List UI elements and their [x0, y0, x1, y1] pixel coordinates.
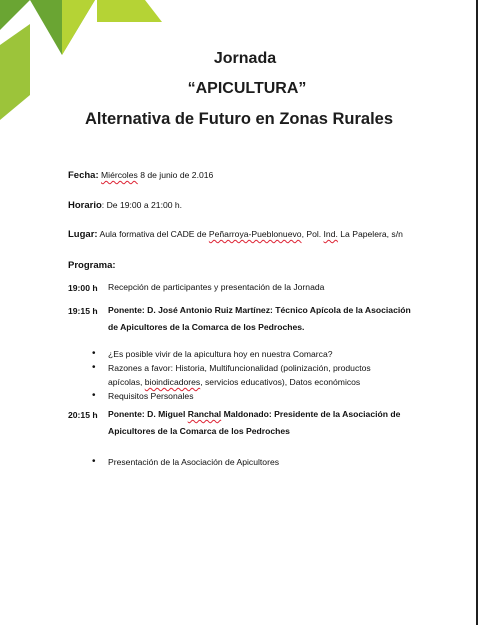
fecha-day: Miércoles	[101, 170, 138, 180]
item3-bullets	[92, 455, 279, 469]
item1-text: Recepción de participantes y presentación de la Jornada	[108, 282, 325, 292]
time-2015: 20:15 h	[68, 410, 98, 420]
lugar-ind: Ind.	[323, 229, 338, 239]
lugar-post: La Papelera, s/n	[340, 229, 403, 239]
time-1900: 19:00 h	[68, 283, 98, 293]
list-item: • Requisitos Personales	[92, 389, 371, 403]
horario-separator: :	[101, 200, 105, 210]
list-item	[92, 361, 371, 389]
title-subtitle: Alternativa de Futuro en Zonas Rurales	[84, 110, 394, 128]
lugar-line	[68, 229, 403, 240]
lugar-mid: , Pol.	[301, 229, 322, 239]
item2-speaker	[108, 302, 418, 336]
bullet2-cont-underlined: bioindicadores	[144, 377, 201, 387]
item3-line2: Apicultores de la Comarca de los Pedroches	[108, 426, 290, 436]
item3-line1-underlined: Ranchal	[187, 409, 222, 419]
bullet2-text: Razones a favor: Historia, Multifuncionalidad (polinización, productos	[108, 363, 371, 373]
item2-line1: Ponente: D. José Antonio Ruiz Martínez: Técnico Apícola de la Asociación	[108, 305, 411, 315]
list-item: • ¿Es posible vivir de la apicultura hoy en nuestra Comarca?	[92, 347, 371, 361]
fecha-date: 8 de junio de 2.016	[140, 170, 214, 180]
horario-line	[68, 200, 182, 211]
horario-label: Horario	[68, 200, 102, 211]
item3-line1-pre: Ponente: D. Miguel	[108, 409, 186, 419]
fecha-label: Fecha:	[68, 170, 99, 181]
lugar-town: Peñarroya-Pueblonuevo	[208, 229, 302, 239]
list-item: • Presentación de la Asociación de Apicultores	[92, 455, 279, 469]
item3-line1	[108, 406, 418, 423]
fecha-line	[68, 170, 213, 181]
title-jornada: Jornada	[213, 50, 277, 67]
lugar-label: Lugar:	[68, 229, 98, 240]
item3-line1-post: Maldonado: Presidente de la Asociación de	[223, 409, 401, 419]
item2-bullets	[92, 347, 371, 403]
time-1915: 19:15 h	[68, 306, 98, 316]
title-apicultura: “APICULTURA”	[187, 80, 307, 97]
horario-value: De 19:00 a 21:00 h.	[106, 200, 183, 210]
lugar-pre: Aula formativa del CADE de	[99, 229, 207, 239]
programa-label: Programa:	[68, 260, 116, 271]
item3-speaker	[108, 406, 418, 440]
bullet2-cont-post: , servicios educativos), Datos económicos	[200, 377, 361, 387]
bullet2-cont-pre: apícolas,	[108, 377, 143, 387]
item2-line2: de Apicultores de la Comarca de los Pedroches.	[108, 322, 305, 332]
